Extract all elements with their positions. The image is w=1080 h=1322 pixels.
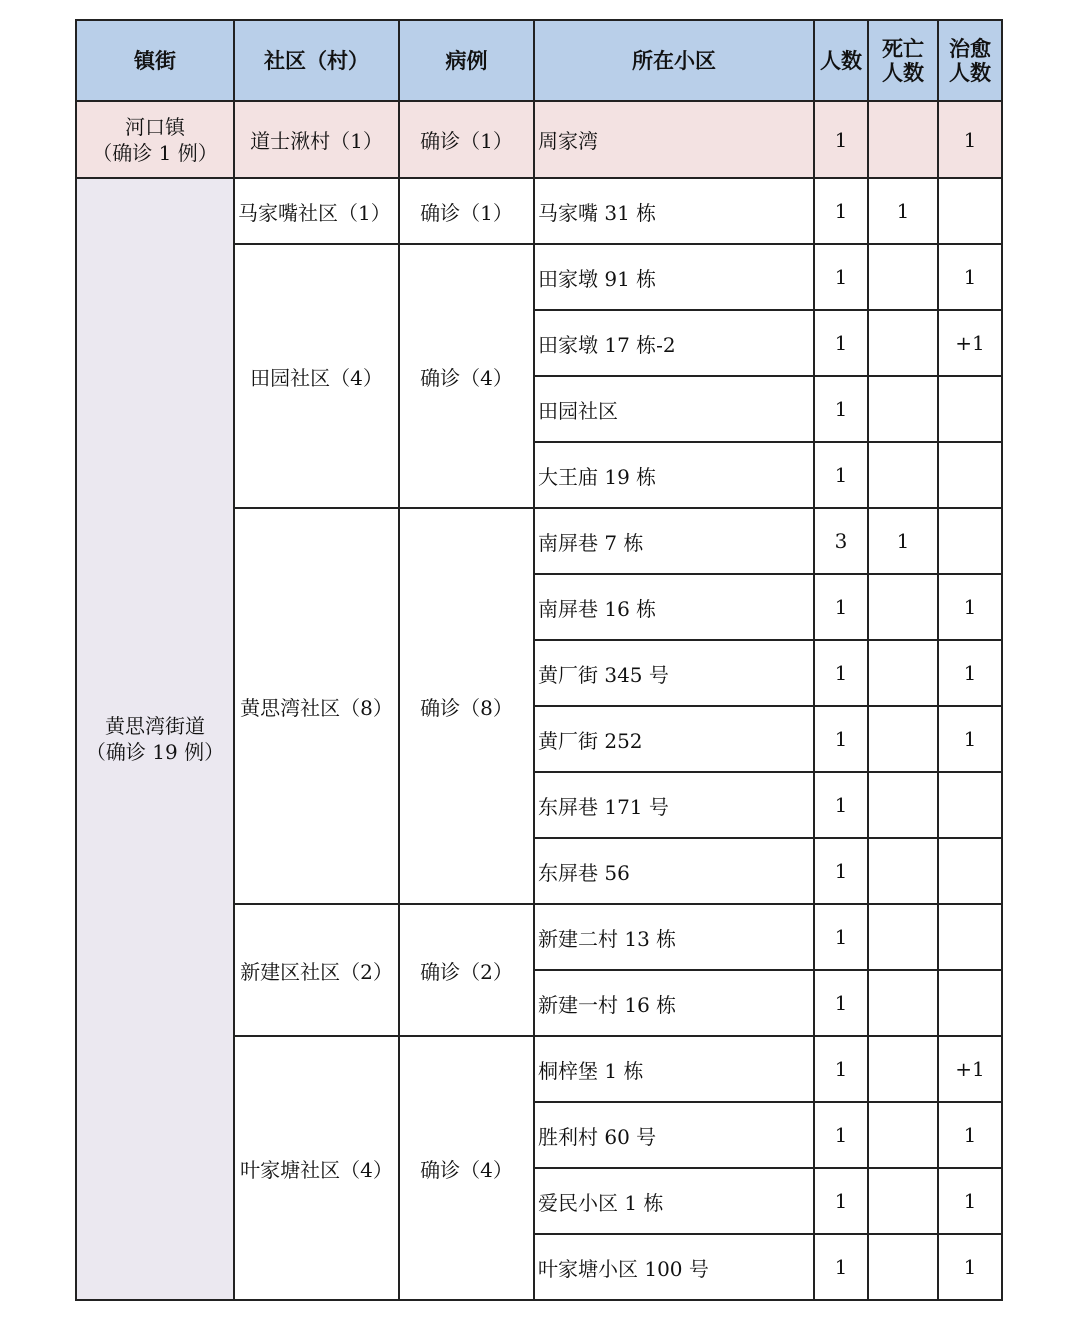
deaths-cell bbox=[868, 640, 938, 706]
town-summary: （确诊 1 例） bbox=[92, 140, 218, 165]
cured-cell bbox=[938, 838, 1002, 904]
residence-cell: 周家湾 bbox=[534, 101, 814, 178]
deaths-cell: 1 bbox=[868, 508, 938, 574]
count-cell: 1 bbox=[814, 574, 868, 640]
residence-cell: 东屏巷 171 号 bbox=[534, 772, 814, 838]
residence-cell: 田园社区 bbox=[534, 376, 814, 442]
residence-cell: 马家嘴 31 栋 bbox=[534, 178, 814, 244]
header-residence: 所在小区 bbox=[534, 20, 814, 101]
cases-cell: 确诊（2） bbox=[399, 904, 534, 1036]
deaths-cell bbox=[868, 574, 938, 640]
case-table-container bbox=[75, 19, 1003, 1301]
residence-cell: 新建二村 13 栋 bbox=[534, 904, 814, 970]
residence-cell: 田家墩 17 栋-2 bbox=[534, 310, 814, 376]
header-deaths-line2: 人数 bbox=[882, 59, 924, 85]
community-cell: 道士湫村（1） bbox=[234, 101, 399, 178]
deaths-cell bbox=[868, 1102, 938, 1168]
count-cell: 1 bbox=[814, 376, 868, 442]
count-cell: 1 bbox=[814, 442, 868, 508]
table-body bbox=[76, 101, 1002, 1300]
residence-cell: 黄厂街 345 号 bbox=[534, 640, 814, 706]
deaths-cell: 1 bbox=[868, 178, 938, 244]
header-community: 社区（村） bbox=[234, 20, 399, 101]
community-cell: 叶家塘社区（4） bbox=[234, 1036, 399, 1300]
town-cell bbox=[76, 178, 234, 1300]
deaths-cell bbox=[868, 376, 938, 442]
header-row bbox=[76, 20, 1002, 101]
cases-cell: 确诊（4） bbox=[399, 1036, 534, 1300]
count-cell: 1 bbox=[814, 1168, 868, 1234]
cured-cell: 1 bbox=[938, 1234, 1002, 1300]
cases-cell: 确诊（1） bbox=[399, 178, 534, 244]
deaths-cell bbox=[868, 101, 938, 178]
cured-cell bbox=[938, 442, 1002, 508]
table-row bbox=[76, 178, 1002, 244]
residence-cell: 田家墩 91 栋 bbox=[534, 244, 814, 310]
header-count: 人数 bbox=[814, 20, 868, 101]
residence-cell: 胜利村 60 号 bbox=[534, 1102, 814, 1168]
count-cell: 1 bbox=[814, 838, 868, 904]
cured-cell: 1 bbox=[938, 101, 1002, 178]
header-deaths bbox=[868, 20, 938, 101]
deaths-cell bbox=[868, 1036, 938, 1102]
cases-cell: 确诊（8） bbox=[399, 508, 534, 904]
residence-cell: 南屏巷 16 栋 bbox=[534, 574, 814, 640]
count-cell: 1 bbox=[814, 310, 868, 376]
count-cell: 1 bbox=[814, 970, 868, 1036]
deaths-cell bbox=[868, 1234, 938, 1300]
community-cell: 黄思湾社区（8） bbox=[234, 508, 399, 904]
deaths-cell bbox=[868, 1168, 938, 1234]
count-cell: 1 bbox=[814, 904, 868, 970]
cured-cell: 1 bbox=[938, 244, 1002, 310]
deaths-cell bbox=[868, 442, 938, 508]
community-cell: 新建区社区（2） bbox=[234, 904, 399, 1036]
cured-cell: 1 bbox=[938, 574, 1002, 640]
cured-cell: +1 bbox=[938, 1036, 1002, 1102]
cured-cell: 1 bbox=[938, 640, 1002, 706]
count-cell: 1 bbox=[814, 706, 868, 772]
cases-cell: 确诊（1） bbox=[399, 101, 534, 178]
count-cell: 1 bbox=[814, 1102, 868, 1168]
cured-cell bbox=[938, 970, 1002, 1036]
residence-cell: 东屏巷 56 bbox=[534, 838, 814, 904]
residence-cell: 叶家塘小区 100 号 bbox=[534, 1234, 814, 1300]
cured-cell bbox=[938, 178, 1002, 244]
header-town: 镇街 bbox=[76, 20, 234, 101]
town-cell bbox=[76, 101, 234, 178]
header-cured-line2: 人数 bbox=[949, 59, 991, 85]
cured-cell bbox=[938, 508, 1002, 574]
deaths-cell bbox=[868, 310, 938, 376]
residence-cell: 南屏巷 7 栋 bbox=[534, 508, 814, 574]
cured-cell bbox=[938, 772, 1002, 838]
header-cured bbox=[938, 20, 1002, 101]
residence-cell: 新建一村 16 栋 bbox=[534, 970, 814, 1036]
header-deaths-line1: 死亡 bbox=[882, 35, 924, 61]
count-cell: 1 bbox=[814, 1036, 868, 1102]
residence-cell: 黄厂街 252 bbox=[534, 706, 814, 772]
cured-cell: +1 bbox=[938, 310, 1002, 376]
town-name: 河口镇 bbox=[125, 114, 185, 139]
deaths-cell bbox=[868, 706, 938, 772]
cured-cell bbox=[938, 904, 1002, 970]
cured-cell bbox=[938, 376, 1002, 442]
count-cell: 1 bbox=[814, 772, 868, 838]
town-summary: （确诊 19 例） bbox=[85, 740, 225, 764]
residence-cell: 桐梓堡 1 栋 bbox=[534, 1036, 814, 1102]
count-cell: 3 bbox=[814, 508, 868, 574]
header-cases: 病例 bbox=[399, 20, 534, 101]
deaths-cell bbox=[868, 904, 938, 970]
count-cell: 1 bbox=[814, 244, 868, 310]
count-cell: 1 bbox=[814, 640, 868, 706]
deaths-cell bbox=[868, 244, 938, 310]
cases-cell: 确诊（4） bbox=[399, 244, 534, 508]
residence-cell: 大王庙 19 栋 bbox=[534, 442, 814, 508]
header-cured-line1: 治愈 bbox=[949, 35, 991, 61]
table-row bbox=[76, 101, 1002, 178]
count-cell: 1 bbox=[814, 1234, 868, 1300]
count-cell: 1 bbox=[814, 178, 868, 244]
cured-cell: 1 bbox=[938, 706, 1002, 772]
cured-cell: 1 bbox=[938, 1168, 1002, 1234]
deaths-cell bbox=[868, 772, 938, 838]
town-name: 黄思湾街道 bbox=[105, 714, 205, 738]
residence-cell: 爱民小区 1 栋 bbox=[534, 1168, 814, 1234]
count-cell: 1 bbox=[814, 101, 868, 178]
cured-cell: 1 bbox=[938, 1102, 1002, 1168]
deaths-cell bbox=[868, 838, 938, 904]
deaths-cell bbox=[868, 970, 938, 1036]
community-cell: 马家嘴社区（1） bbox=[234, 178, 399, 244]
community-cell: 田园社区（4） bbox=[234, 244, 399, 508]
case-table bbox=[75, 19, 1003, 1301]
